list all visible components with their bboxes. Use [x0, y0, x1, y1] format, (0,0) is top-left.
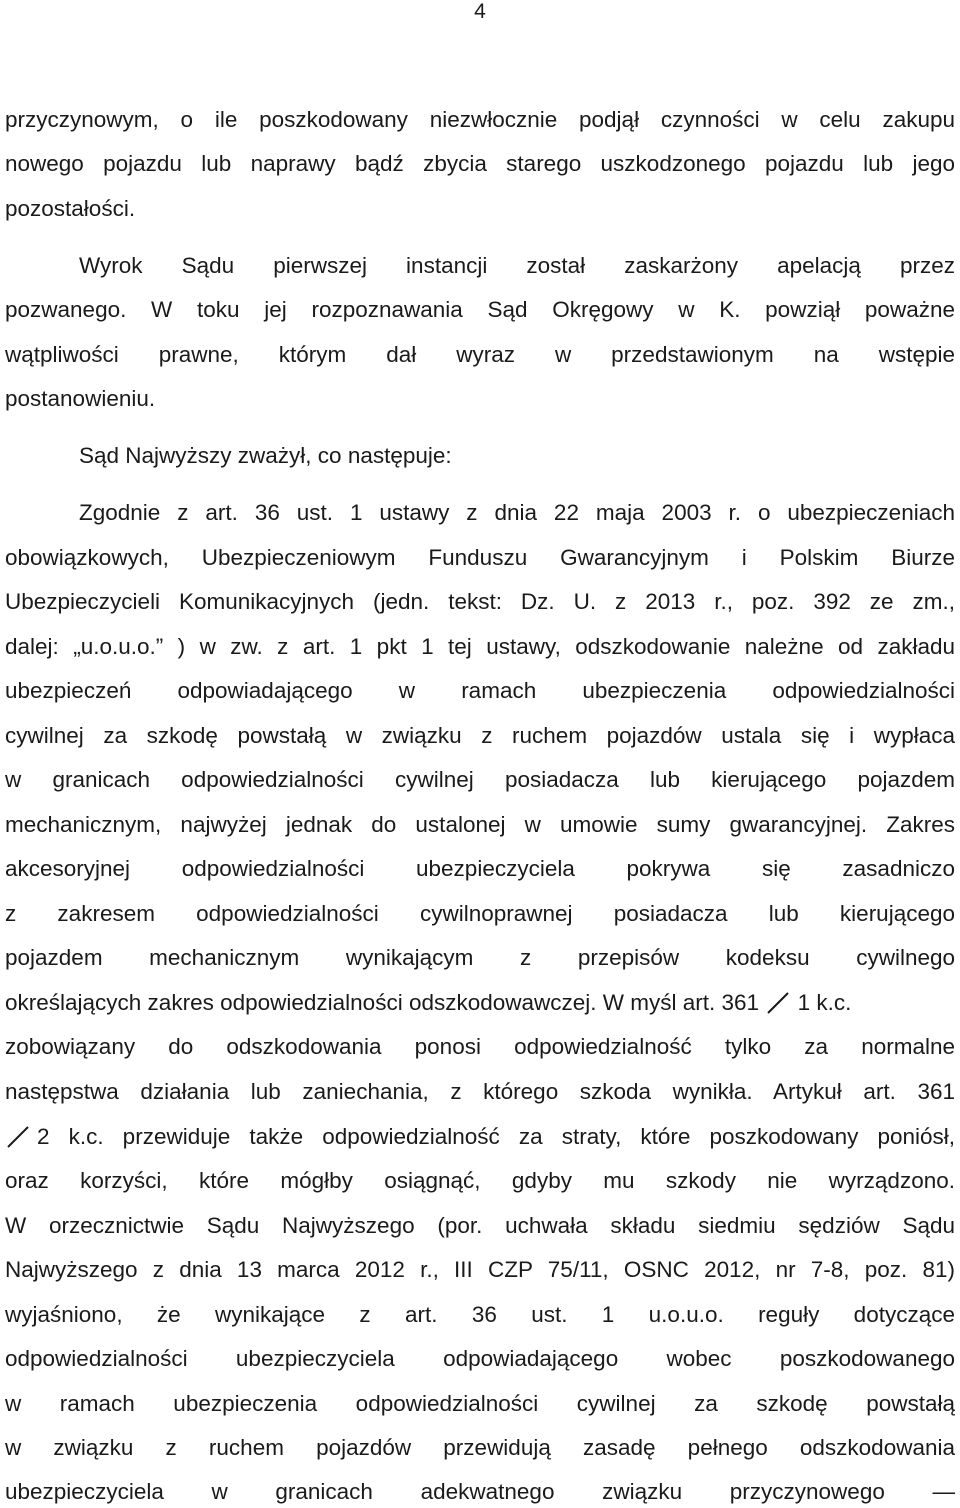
section-sign-icon	[765, 990, 791, 1016]
line-text: 2 k.c. przewiduje także odpowiedzialność za straty, które poszkodowany poniósł,	[37, 1124, 955, 1149]
page-number: 4	[474, 0, 486, 23]
text-line: ubezpieczyciela w granicach adekwatnego związku przyczynowego —	[5, 1479, 955, 1504]
text-line: w granicach odpowiedzialności cywilnej posiadacza lub kierującego pojazdem	[5, 767, 955, 792]
text-line: wyjaśniono, że wynikające z art. 36 ust. 1 u.o.u.o. reguły dotyczące	[5, 1302, 955, 1327]
text-line: mechanicznym, najwyżej jednak do ustalonej w umowie sumy gwarancyjnej. Zakres	[5, 812, 955, 837]
text-line: Zgodnie z art. 36 ust. 1 ustawy z dnia 22 maja 2003 r. o ubezpieczeniach	[79, 500, 955, 525]
text-line: przyczynowym, o ile poszkodowany niezwłocznie podjął czynności w celu zakupu	[5, 107, 955, 132]
section-sign-icon	[5, 1124, 31, 1150]
line-text: określających zakres odpowiedzialności odszkodowawczej. W myśl art. 361	[5, 990, 760, 1015]
text-line: wątpliwości prawne, którym dał wyraz w przedstawionym na wstępie	[5, 342, 955, 367]
text-line: dalej: „u.o.u.o.” ) w zw. z art. 1 pkt 1 tej ustawy, odszkodowanie należne od zakładu	[5, 634, 955, 659]
text-line: Wyrok Sądu pierwszej instancji został zaskarżony apelacją przez	[79, 253, 955, 278]
text-line	[5, 1122, 955, 1152]
text-line: oraz korzyści, które mógłby osiągnąć, gdyby mu szkody nie wyrządzono.	[5, 1168, 955, 1193]
text-line: zobowiązany do odszkodowania ponosi odpowiedzialność tylko za normalne	[5, 1034, 955, 1059]
text-line: cywilnej za szkodę powstałą w związku z ruchem pojazdów ustala się i wypłaca	[5, 723, 955, 748]
text-line: postanowieniu.	[5, 386, 156, 411]
text-line: w ramach ubezpieczenia odpowiedzialności cywilnej za szkodę powstałą	[5, 1391, 955, 1416]
text-line: akcesoryjnej odpowiedzialności ubezpieczyciela pokrywa się zasadniczo	[5, 856, 955, 881]
text-line: z zakresem odpowiedzialności cywilnoprawnej posiadacza lub kierującego	[5, 901, 955, 926]
text-line: ubezpieczeń odpowiadającego w ramach ubezpieczenia odpowiedzialności	[5, 678, 955, 703]
text-line: W orzecznictwie Sądu Najwyższego (por. uchwała składu siedmiu sędziów Sądu	[5, 1213, 955, 1238]
line-text: 1 k.c.	[797, 990, 852, 1015]
text-line: pojazdem mechanicznym wynikającym z przepisów kodeksu cywilnego	[5, 945, 955, 970]
text-line: pozwanego. W toku jej rozpoznawania Sąd Okręgowy w K. powziął poważne	[5, 297, 955, 322]
text-line: w związku z ruchem pojazdów przewidują zasadę pełnego odszkodowania	[5, 1435, 955, 1460]
text-line: Najwyższego z dnia 13 marca 2012 r., III CZP 75/11, OSNC 2012, nr 7-8, poz. 81)	[5, 1257, 955, 1282]
text-line	[5, 988, 955, 1018]
text-line: obowiązkowych, Ubezpieczeniowym Funduszu Gwarancyjnym i Polskim Biurze	[5, 545, 955, 570]
section-heading: Sąd Najwyższy zważył, co następuje:	[79, 443, 452, 468]
text-line: następstwa działania lub zaniechania, z którego szkoda wynikła. Artykuł art. 361	[5, 1079, 955, 1104]
text-line: Ubezpieczycieli Komunikacyjnych (jedn. tekst: Dz. U. z 2013 r., poz. 392 ze zm.,	[5, 589, 955, 614]
text-line: odpowiedzialności ubezpieczyciela odpowiadającego wobec poszkodowanego	[5, 1346, 955, 1371]
text-line: nowego pojazdu lub naprawy bądź zbycia starego uszkodzonego pojazdu lub jego	[5, 151, 955, 176]
text-line: pozostałości.	[5, 196, 136, 221]
